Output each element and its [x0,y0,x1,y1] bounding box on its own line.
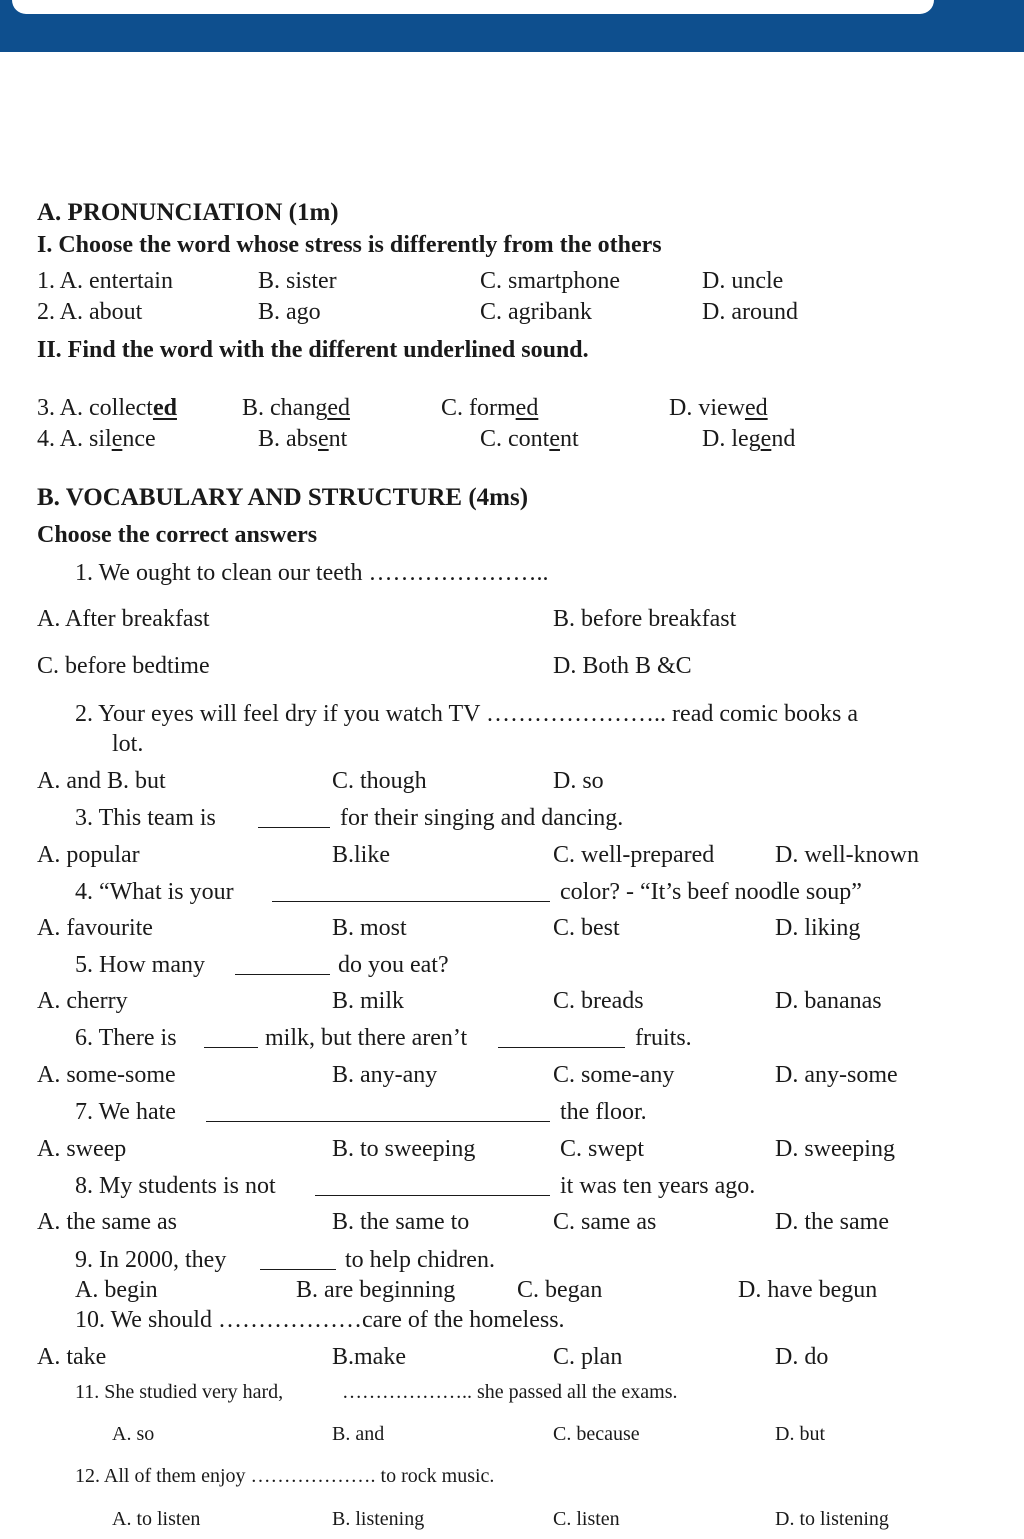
question-9-pre: 9. In 2000, they [75,1247,227,1273]
answer-blank [204,1023,258,1048]
q1-answer-d: D. Both B &C [553,653,692,679]
q6-answer-b: B. any-any [332,1062,438,1088]
q10-answer-d: D. do [775,1344,829,1370]
question-9-post: to help chidren. [345,1247,495,1273]
q4-option-d: D. legend [702,426,796,452]
q7-answer-c: C. swept [560,1136,644,1162]
q7-answer-a: A. sweep [37,1136,127,1162]
q10-answer-b: B.make [332,1344,406,1370]
q11-answer-a: A. so [112,1423,155,1445]
question-2-line2: lot. [112,731,144,757]
q8-answer-a: A. the same as [37,1209,177,1235]
question-11-part1: 11. She studied very hard, [75,1381,284,1403]
q4-answer-b: B. most [332,915,407,941]
question-7-post: the floor. [560,1099,647,1125]
question-1: 1. We ought to clean our teeth ………………….. [75,560,549,586]
q11-answer-d: D. but [775,1423,825,1445]
q10-answer-c: C. plan [553,1344,623,1370]
question-3-post: for their singing and dancing. [340,805,624,831]
underlined-sound: e [318,426,329,452]
q7-answer-d: D. sweeping [775,1136,895,1162]
question-8-pre: 8. My students is not [75,1173,276,1199]
answer-blank [258,803,330,828]
q3-option-a: 3. A. collected [37,395,177,421]
q5-answer-a: A. cherry [37,988,128,1014]
q4-option-b: B. absent [258,426,348,452]
top-banner-tab [12,0,934,14]
question-6-post: fruits. [635,1025,692,1051]
question-7-pre: 7. We hate [75,1099,176,1125]
underlined-sound: e [111,426,123,452]
q1-option-b: B. sister [258,268,337,294]
answer-blank [260,1245,336,1270]
underlined-sound: ed [515,395,539,421]
q3-answer-c: C. well-prepared [553,842,715,868]
q1-option-a: 1. A. entertain [37,268,173,294]
section-a-title: A. PRONUNCIATION (1m) [37,199,339,226]
q2-option-c: C. agribank [480,299,592,325]
q2-option-d: D. around [702,299,798,325]
question-11-part2: ……………….. she passed all the exams. [342,1381,678,1403]
question-4-pre: 4. “What is your [75,879,234,905]
q3-answer-a: A. popular [37,842,140,868]
part1-title: I. Choose the word whose stress is differently from the others [37,232,662,258]
q10-answer-a: A. take [37,1344,107,1370]
q3-answer-d: D. well-known [775,842,919,868]
q11-answer-b: B. and [332,1423,385,1445]
question-2-line1: 2. Your eyes will feel dry if you watch TV ………………….. read comic books a [75,701,858,727]
q5-answer-d: D. bananas [775,988,882,1014]
q6-answer-c: C. some-any [553,1062,675,1088]
q7-answer-b: B. to sweeping [332,1136,476,1162]
underlined-sound: ed [327,395,350,421]
question-12: 12. All of them enjoy ………………. to rock music. [75,1465,495,1487]
q5-answer-b: B. milk [332,988,405,1014]
q9-answer-b: B. are beginning [296,1277,456,1303]
q11-answer-c: C. because [553,1423,640,1445]
q4-option-a: 4. A. silence [37,426,156,452]
q1-option-c: C. smartphone [480,268,620,294]
q9-answer-c: C. began [517,1277,603,1303]
question-6-mid: milk, but there aren’t [265,1025,468,1051]
q4-answer-a: A. favourite [37,915,153,941]
underlined-sound: e [760,426,772,452]
underlined-sound: ed [152,395,177,421]
q6-answer-a: A. some-some [37,1062,176,1088]
q2-option-a: 2. A. about [37,299,143,325]
top-banner [0,0,1024,52]
answer-blank [235,950,330,975]
q3-option-d: D. viewed [669,395,768,421]
section-b-subtitle: Choose the correct answers [37,522,318,548]
question-5-pre: 5. How many [75,952,205,978]
q1-option-d: D. uncle [702,268,784,294]
q4-answer-d: D. liking [775,915,861,941]
q9-answer-a: A. begin [75,1277,158,1303]
q4-answer-c: C. best [553,915,620,941]
q12-answer-d: D. to listening [775,1508,889,1530]
section-b-title: B. VOCABULARY AND STRUCTURE (4ms) [37,484,529,511]
q12-answer-b: B. listening [332,1508,425,1530]
q3-answer-b: B.like [332,842,390,868]
q6-answer-d: D. any-some [775,1062,898,1088]
answer-blank [272,877,550,902]
q3-option-c: C. formed [441,395,539,421]
q2-answer-ab: A. and B. but [37,768,166,794]
q5-answer-c: C. breads [553,988,644,1014]
answer-blank [206,1097,550,1122]
answer-blank [498,1023,625,1048]
q9-answer-d: D. have begun [738,1277,878,1303]
q2-option-b: B. ago [258,299,321,325]
q4-option-c: C. content [480,426,579,452]
q1-answer-c: C. before bedtime [37,653,210,679]
question-8-post: it was ten years ago. [560,1173,756,1199]
q2-answer-d: D. so [553,768,604,794]
underlined-sound: e [549,426,560,452]
part2-title: II. Find the word with the different underlined sound. [37,337,589,363]
q8-answer-c: C. same as [553,1209,657,1235]
q1-answer-a: A. After breakfast [37,606,210,632]
q8-answer-d: D. the same [775,1209,889,1235]
q12-answer-c: C. listen [553,1508,620,1530]
question-4-post: color? - “It’s beef noodle soup” [560,879,862,905]
underlined-sound: ed [744,395,768,421]
q2-answer-c: C. though [332,768,427,794]
question-5-post: do you eat? [338,952,449,978]
question-10: 10. We should ………………care of the homeless. [75,1307,565,1333]
question-6-pre: 6. There is [75,1025,177,1051]
q1-answer-b: B. before breakfast [553,606,737,632]
q3-option-b: B. changed [242,395,350,421]
q12-answer-a: A. to listen [112,1508,201,1530]
question-3-pre: 3. This team is [75,805,216,831]
answer-blank [315,1171,550,1196]
q8-answer-b: B. the same to [332,1209,470,1235]
